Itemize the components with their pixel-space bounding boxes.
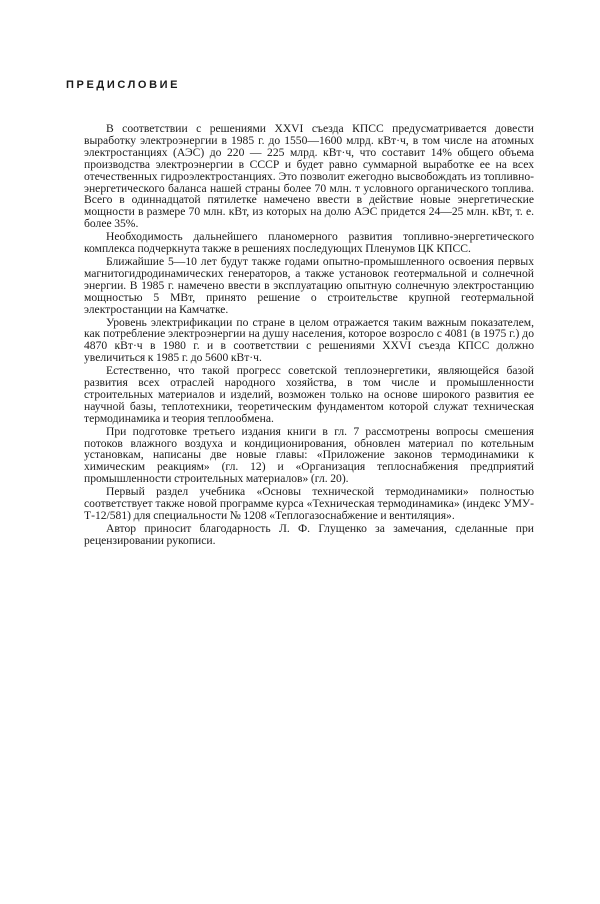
paragraph-3: Ближайшие 5—10 лет будут также годами опытно-промышленного освоения первых магнитогидродинамических генераторов, а также установок геотермальной и солнечной энергии. В 1985 г. намечено ввести в эксплуатацию опытную солнечную электростанцию мощностью 5 МВт, принято решение о строительстве крупной геотермальной электростанции на Камчатке. [84,254,534,316]
paragraph-2: Необходимость дальнейшего планомерного развития топливно-энергетического комплекса подчеркнута также в решениях последующих Пленумов ЦК КПСС. [84,230,534,256]
preface-body [84,123,534,547]
paragraph-1: В соответствии с решениями XXVI съезда КПСС предусматривается довести выработку электроэнергии в 1985 г. до 1550—1600 млрд. кВт·ч, в том числе на атомных электростанциях (АЭС) до 220 — 225 млрд. кВт·ч, что составит 14% общего объема производства электроэнергии в СССР и будет равно суммарной выработке ее на всех отечественных гидроэлектростанциях. Это позволит ежегодно высвобождать из топливно-энергетического баланса нашей страны более 70 млн. т условного органического топлива. Всего в одиннадцатой пятилетке намечено ввести в действие новые энергетические мощности в размере 70 млн. кВт, из которых на долю АЭС придется 24—25 млн. кВт, т. е. более 35%. [84,122,534,231]
page-title: ПРЕДИСЛОВИЕ [66,79,181,91]
paragraph-8: Автор приносит благодарность Л. Ф. Глущенко за замечания, сделанные при рецензировании рукописи. [84,521,534,547]
paragraph-7: Первый раздел учебника «Основы технической термодинамики» полностью соответствует также новой программе курса «Техническая термодинамика» (индекс УМУ-Т-12/581) для специальности № 1208 «Теплогазоснабжение и вентиляция». [84,485,534,522]
paragraph-6: При подготовке третьего издания книги в гл. 7 рассмотрены вопросы смешения потоков влажного воздуха и кондиционирования, обновлен материал по котельным установкам, написаны две новые главы: «Приложение законов термодинамики к химическим реакциям» (гл. 12) и «Организация теплоснабжения предприятий промышленности строительных материалов» (гл. 20). [84,424,534,486]
paragraph-4: Уровень электрификации по стране в целом отражается таким важным показателем, как потребление электроэнергии на душу населения, которое возросло с 4081 (в 1975 г.) до 4870 кВт·ч в 1980 г. и в соответствии с решениями XXVI съезда КПСС должно увеличиться к 1985 г. до 5600 кВт·ч. [84,315,534,365]
paragraph-5: Естественно, что такой прогресс советской теплоэнергетики, являющейся базой развития всех отраслей народного хозяйства, в том числе и промышленности строительных материалов и изделий, возможен только на основе широкого развития ее научной базы, теплотехники, теоретическим фундаментом которой служат техническая термодинамика и теория теплообмена. [84,364,534,425]
